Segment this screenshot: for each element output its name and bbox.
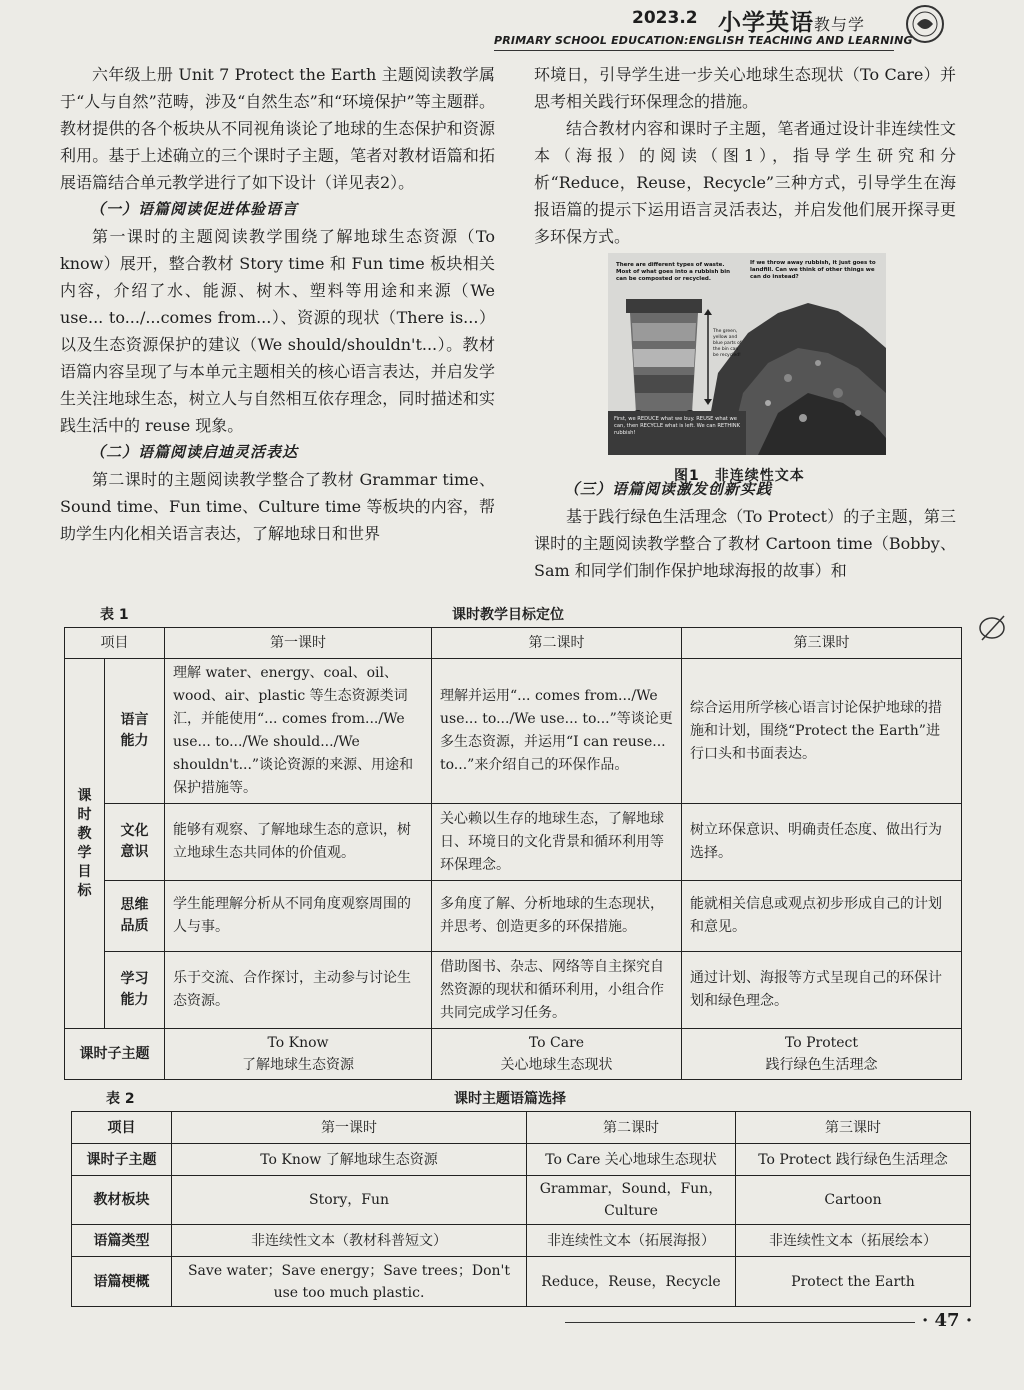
journal-title-main: 小学英语 xyxy=(718,10,814,36)
table-cell: 学生能理解分析从不同角度观察周围的人与事。 xyxy=(165,881,432,952)
table2 xyxy=(71,1111,971,1307)
theme-en: To Know xyxy=(267,1035,329,1051)
poster-text-top-right: If we throw away rubbish, it just goes to landfill. Can we think of other things we can do instead? xyxy=(750,260,876,280)
table-cell: 非连续性文本（拓展海报） xyxy=(527,1225,736,1257)
header-rule xyxy=(494,50,894,51)
group-label-text: 课时教学目标 xyxy=(77,787,92,899)
theme-en: To Care xyxy=(528,1035,585,1051)
table-cell xyxy=(682,1029,962,1080)
row-label-cell: 教材板块 xyxy=(72,1176,172,1225)
table-cell: To Care 关心地球生态现状 xyxy=(527,1144,736,1176)
row-label-cell xyxy=(105,659,165,804)
row-label-cell: 语篇类型 xyxy=(72,1225,172,1257)
table1-header-row xyxy=(65,628,962,659)
section-heading: （三）语篇阅读激发创新实践 xyxy=(564,480,773,498)
table-cell: 乐于交流、合作探讨，主动参与讨论生态资源。 xyxy=(165,952,432,1029)
section-heading: （一）语篇阅读促进体验语言 xyxy=(90,200,299,218)
table-header-cell: 第一课时 xyxy=(172,1112,527,1144)
table-cell: 非连续性文本（教材科普短文） xyxy=(172,1225,527,1257)
table-row xyxy=(72,1176,971,1225)
table-row xyxy=(65,1029,962,1080)
row-label-text: 思维品质 xyxy=(120,897,149,934)
row-label-text: 语言能力 xyxy=(120,712,149,749)
journal-title-small: 教与学 xyxy=(814,15,866,34)
table-cell: To Know 了解地球生态资源 xyxy=(172,1144,527,1176)
journal-subtitle: PRIMARY SCHOOL EDUCATION:ENGLISH TEACHING AND LEARNING xyxy=(494,34,913,47)
table-cell: 理解 water、energy、coal、oil、wood、air、plastic 等生态资源类词汇，并能使用“... comes from.../We use... to.../We should.../We shouldn't...”谈论资源的来源、用途和保护措施等。 xyxy=(165,659,432,804)
table-row xyxy=(65,659,962,804)
paragraph: 环境日，引导学生进一步关心地球生态现状（To Care）并思考相关践行环保理念的措施。 xyxy=(534,65,956,111)
footer-rule xyxy=(565,1322,915,1323)
row-label-cell: 课时子主题 xyxy=(65,1029,165,1080)
table-header-cell: 项目 xyxy=(65,628,165,659)
row-label-cell: 语篇梗概 xyxy=(72,1257,172,1307)
row-label-text: 文化意识 xyxy=(120,823,149,860)
page-number: · 47 · xyxy=(922,1310,973,1331)
table1-label: 表 1 xyxy=(100,607,129,623)
paragraph: 六年级上册 Unit 7 Protect the Earth 主题阅读教学属于“人与自然”范畴，涉及“自然生态”和“环境保护”等主题群。教材提供的各个板块从不同视角谈论了地球的生态保护和资源利用。基于上述确立的三个课时子主题，笔者对教材语篇和拓展语篇结合单元教学进行了如下设计（详见表2）。 xyxy=(60,65,495,192)
table-header-cell: 项目 xyxy=(72,1112,172,1144)
table-cell xyxy=(165,1029,432,1080)
table-row xyxy=(72,1144,971,1176)
table-cell: Save water；Save energy；Save trees；Don't use too much plastic. xyxy=(172,1257,527,1307)
table-header-cell: 第二课时 xyxy=(527,1112,736,1144)
table-cell: 树立环保意识、明确责任态度、做出行为选择。 xyxy=(682,804,962,881)
table-cell: 理解并运用“... comes from.../We use... to.../We use... to...”等谈论更多生态资源，并运用“I can reuse... to...”来介绍自己的环保作品。 xyxy=(432,659,682,804)
table-cell: Reduce，Reuse，Recycle xyxy=(527,1257,736,1307)
poster-figure xyxy=(608,253,886,455)
group-label-cell xyxy=(65,659,105,1029)
left-column xyxy=(60,61,495,547)
poster-text-top-left: There are different types of waste. Most of what goes into a rubbish bin can be composted or recycled. xyxy=(616,262,731,282)
table1-title: 课时教学目标定位 xyxy=(452,607,564,623)
table-header-cell: 第三课时 xyxy=(682,628,962,659)
row-label-text: 学习能力 xyxy=(120,971,149,1008)
table-header-cell: 第三课时 xyxy=(736,1112,971,1144)
paragraph: 第一课时的主题阅读教学围绕了解地球生态资源（To know）展开，整合教材 Story time 和 Fun time 板块相关内容，介绍了水、能源、树木、塑料等用途和来源（We use... to.../...comes from...）、资源的现状（There is...）以及生态资源保护的建议（We should/shouldn't...）。教材语篇内容呈现了与本单元主题相关的核心语言表达，并启发学生关注地球生态，树立人与自然相互依存理念，同时描述和实践生活中的 reuse 现象。 xyxy=(60,227,495,435)
table-cell: 非连续性文本（拓展绘本） xyxy=(736,1225,971,1257)
table-cell: Cartoon xyxy=(736,1176,971,1225)
table-cell: 关心赖以生存的地球生态，了解地球日、环境日的文化背景和循环利用等环保理念。 xyxy=(432,804,682,881)
issue-number: 2023.2 xyxy=(632,8,698,28)
table-cell: To Protect 践行绿色生活理念 xyxy=(736,1144,971,1176)
table-row xyxy=(72,1257,971,1307)
row-label-cell xyxy=(105,952,165,1029)
poster-text-bin-note: The green, yellow and blue parts of the bin can be recycled! xyxy=(713,329,742,358)
table2-title: 课时主题语篇选择 xyxy=(454,1091,566,1107)
journal-title xyxy=(718,4,865,37)
table-cell: 能就相关信息或观点初步形成自己的计划和意见。 xyxy=(682,881,962,952)
table2-label: 表 2 xyxy=(106,1091,135,1107)
table1 xyxy=(64,627,962,1080)
section-heading: （二）语篇阅读启迪灵活表达 xyxy=(90,443,299,461)
table-header-cell: 第一课时 xyxy=(165,628,432,659)
table-cell: 综合运用所学核心语言讨论保护地球的措施和计划，围绕“Protect the Earth”进行口头和书面表达。 xyxy=(682,659,962,804)
table-cell xyxy=(432,1029,682,1080)
table-cell: 通过计划、海报等方式呈现自己的环保计划和绿色理念。 xyxy=(682,952,962,1029)
theme-zh: 关心地球生态现状 xyxy=(500,1057,613,1073)
journal-seal-icon xyxy=(900,4,950,44)
table-cell: Protect the Earth xyxy=(736,1257,971,1307)
paragraph: 结合教材内容和课时子主题，笔者通过设计非连续性文本（海报）的阅读（图1），指导学生研究和分析“Reduce，Reuse，Recycle”三种方式，引导学生在海报语篇的提示下运用语言灵活表达，并启发他们展开探寻更多环保方式。 xyxy=(534,119,956,246)
row-label-cell: 课时子主题 xyxy=(72,1144,172,1176)
table-row xyxy=(65,881,962,952)
pencil-mark-icon xyxy=(976,612,1012,644)
paragraph: 第二课时的主题阅读教学整合了教材 Grammar time、Sound time、Fun time、Culture time 等板块的内容，帮助学生内化相关语言表达，了解地球日和世界 xyxy=(60,470,495,543)
row-label-cell xyxy=(105,881,165,952)
table-row xyxy=(65,952,962,1029)
table-row xyxy=(72,1225,971,1257)
table-cell: Story，Fun xyxy=(172,1176,527,1225)
table-cell: 能够有观察、了解地球生态的意识，树立地球生态共同体的价值观。 xyxy=(165,804,432,881)
theme-zh: 践行绿色生活理念 xyxy=(765,1057,878,1073)
row-label-cell xyxy=(105,804,165,881)
table2-header-row xyxy=(72,1112,971,1144)
table-cell: 多角度了解、分析地球的生态现状，并思考、创造更多的环保措施。 xyxy=(432,881,682,952)
table-cell: 借助图书、杂志、网络等自主探究自然资源的现状和循环利用，小组合作共同完成学习任务。 xyxy=(432,952,682,1029)
table-row xyxy=(65,804,962,881)
table-header-cell: 第二课时 xyxy=(432,628,682,659)
table-cell: Grammar，Sound，Fun，Culture xyxy=(527,1176,736,1225)
theme-zh: 了解地球生态资源 xyxy=(242,1057,354,1073)
paragraph: 基于践行绿色生活理念（To Protect）的子主题，第三课时的主题阅读教学整合了教材 Cartoon time（Bobby、Sam 和同学们制作保护地球海报的故事）和 xyxy=(534,507,956,580)
poster-text-bottom: First, we REDUCE what we buy. REUSE what we can, then RECYCLE what is left. We can RETHINK rubbish! xyxy=(614,416,741,436)
figure-caption: 图1 非连续性文本 xyxy=(674,468,805,484)
theme-en: To Protect xyxy=(784,1035,859,1051)
